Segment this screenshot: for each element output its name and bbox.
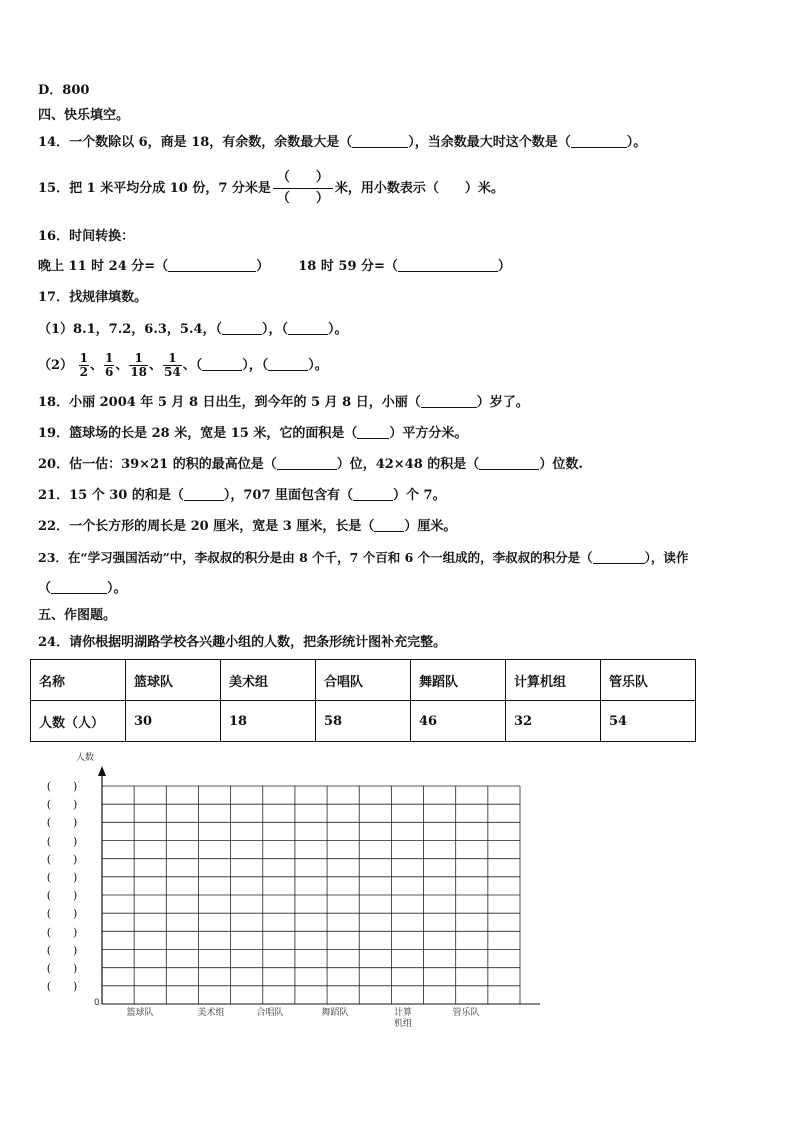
fraction: $\frac{1}{18}$ (130, 351, 148, 379)
question-16-title: 16．时间转换： (38, 229, 135, 244)
table-cell: 合唱队 (316, 660, 411, 701)
y-tick-blank[interactable]: ( ) (46, 962, 78, 975)
question-21: 21．15 个 30 的和是（ ），707 里面包含有（ ）个 7。 (38, 488, 446, 503)
table-cell: 54 (601, 701, 696, 742)
y-tick-blank[interactable]: ( ) (46, 925, 78, 939)
table-cell: 名称 (31, 660, 126, 701)
section-5-title: 五、作图题。 (38, 608, 117, 623)
table-cell: 美术组 (221, 660, 316, 701)
question-17-part-2: （2） $\frac{1}{2}$ 、 $\frac{1}{6}$ 、 $\frac{1}{18}$ 、 $\frac{1}{54}$ 、（ ），（ ）。 (38, 351, 328, 379)
fraction: $\frac{1}{6}$ (104, 351, 114, 379)
x-category-label: 篮球队 (126, 1008, 154, 1018)
y-tick-blank[interactable]: ( ) (46, 852, 78, 866)
table-cell: 32 (506, 701, 601, 742)
table-cell: 篮球队 (126, 660, 221, 701)
y-tick-blank[interactable]: ( ) (46, 889, 78, 903)
y-axis-origin-label: 0 (94, 998, 100, 1008)
question-24: 24．请你根据明湖路学校各兴趣小组的人数，把条形统计图补充完整。 (38, 635, 447, 650)
question-22: 22．一个长方形的周长是 20 厘米，宽是 3 厘米，长是（ ）厘米。 (38, 519, 457, 534)
x-category-label: 管乐队 (452, 1008, 480, 1018)
table-cell: 18 (221, 701, 316, 742)
table-cell: 人数（人） (31, 701, 126, 742)
question-23: 23．在“学习强国活动”中，李叔叔的积分是由 8 个千，7 个百和 6 个一组成的，李叔叔的积分是（ ），读作 (38, 550, 689, 565)
section-4-title: 四、快乐填空。 (38, 108, 130, 123)
x-category-label: 美术组 (197, 1008, 225, 1018)
y-axis-arrow-icon (98, 766, 106, 776)
y-tick-blank[interactable]: ( ) (46, 780, 78, 793)
x-category-label: 舞蹈队 (321, 1008, 349, 1018)
table-cell: 58 (316, 701, 411, 742)
table-cell: 46 (411, 701, 506, 742)
question-14: 14．一个数除以 6，商是 18，有余数，余数最大是（ ），当余数最大时这个数是（ ）。 (38, 135, 647, 150)
fraction: $\frac{1}{2}$ (79, 351, 88, 379)
y-tick-blank[interactable]: ( ) (46, 980, 78, 994)
question-17-part-1: （1）8.1，7.2，6.3，5.4，（ ），（ ）。 (38, 322, 348, 337)
x-category-label: 计算 机组 (393, 1008, 412, 1029)
table-cell: 计算机组 (506, 660, 601, 701)
y-tick-blank[interactable]: ( ) (46, 798, 78, 812)
previous-option-d: D．800 (38, 83, 90, 98)
question-17-title: 17．找规律填数。 (38, 290, 148, 305)
question-18: 18．小丽 2004 年 5 月 8 日出生，到今年的 5 月 8 日，小丽（ ）岁了。 (38, 395, 529, 410)
table-cell: 管乐队 (601, 660, 696, 701)
y-tick-blank[interactable]: ( ) (46, 943, 78, 957)
y-tick-blank[interactable]: ( ) (46, 834, 78, 848)
question-19: 19．篮球场的长是 28 米，宽是 15 米，它的面积是（ ）平方分米。 (38, 426, 468, 441)
question-15: 15．把 1 米平均分成 10 份，7 分米是 （ ） （ ） 米，用小数表示（ ）米。 (38, 168, 504, 210)
question-16-parts: 晚上 11 时 24 分=（ ） 18 时 59 分=（ ） (38, 259, 511, 274)
question-23-line-2: （ ）。 (38, 581, 127, 596)
fraction: $\frac{1}{54}$ (164, 351, 181, 379)
x-category-label: 合唱队 (256, 1008, 284, 1018)
table-cell: 舞蹈队 (411, 660, 506, 701)
question-20: 20．估一估：39×21 的积的最高位是（ ）位，42×48 的积是（ ）位数. (38, 457, 583, 472)
y-tick-blank[interactable]: ( ) (46, 907, 78, 921)
y-tick-blank[interactable]: ( ) (46, 816, 78, 830)
table-cell: 30 (126, 701, 221, 742)
y-axis-label: 人数 (76, 753, 95, 763)
fraction-answer-box[interactable]: （ ） （ ） (273, 168, 333, 209)
y-tick-blank[interactable]: ( ) (46, 871, 78, 884)
